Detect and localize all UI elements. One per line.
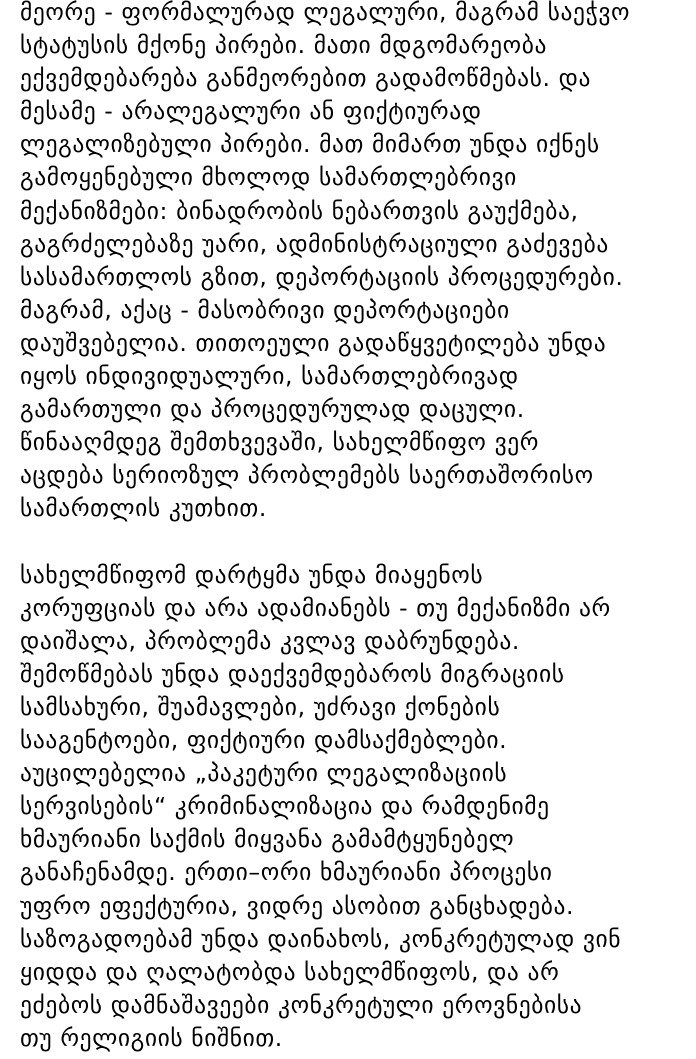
text-line: ლეგალიზებული პირები. მათ მიმართ უნდა იქნეს (20, 130, 600, 159)
text-line: ხმაურიანი საქმის მიყვანა გამამტყუნებელ (20, 825, 515, 854)
text-line: სასამართლოს გზით, დეპორტაციის პროცედურები. (20, 262, 624, 291)
text-line: სააგენტოები, ფიქტიური დამსაქმებლები. (20, 726, 508, 755)
text-line: წინააღმდეგ შემთხვევაში, სახელმწიფო ვერ (20, 428, 540, 457)
article-body (20, 0, 686, 1055)
paragraph-1 (20, 0, 686, 526)
text-line: დაუშვებელია. თითოეული გადაწყვეტილება უნდა (20, 328, 607, 357)
text-line: სამართლის კუთხით. (20, 494, 267, 523)
text-line: გამართული და პროცედურულად დაცული. (20, 395, 525, 424)
text-line: ყიდდა და ღალატობდა სახელმწიფოს, და არ (20, 957, 560, 986)
text-line: გაგრძელებაზე უარი, ადმინისტრაციული გაძევება (20, 229, 609, 258)
text-line: სერვისების“ კრიმინალიზაცია და რამდენიმე (20, 792, 550, 821)
text-line: აუცილებელია „პაკეტური ლეგალიზაციის (20, 759, 508, 788)
text-line: მესამე - არალეგალური ან ფიქტიურად (20, 97, 482, 126)
text-line: ეძებოს დამნაშავეები კონკრეტული ეროვნებისა (20, 990, 583, 1019)
paragraph-2 (20, 559, 686, 1055)
text-line: გამოყენებული მხოლოდ სამართლებრივი (20, 163, 517, 192)
text-line: იყოს ინდივიდუალური, სამართლებრივად (20, 362, 519, 391)
text-line: მაგრამ, აქაც - მასობრივი დეპორტაციები (20, 295, 510, 324)
text-line: უფრო ეფექტურია, ვიდრე ასობით განცხადება. (20, 891, 575, 920)
text-line: სახელმწიფომ დარტყმა უნდა მიაყენოს (20, 560, 484, 589)
text-line: სამსახური, შუამავლები, უძრავი ქონების (20, 692, 501, 721)
text-line: აცდება სერიოზულ პრობლემებს საერთაშორისო (20, 461, 594, 490)
text-line: შემოწმებას უნდა დაექვემდებაროს მიგრაციის (20, 659, 565, 688)
text-line: თუ რელიგიის ნიშნით. (20, 1023, 283, 1052)
text-line: სტატუსის მქონე პირები. მათი მდგომარეობა (20, 31, 548, 60)
text-line: მექანიზმები: ბინადრობის ნებართვის გაუქმება, (20, 196, 579, 225)
text-line: განაჩენამდე. ერთი–ორი ხმაურიანი პროცესი (20, 858, 553, 887)
text-line: მეორე - ფორმალურად ლეგალური, მაგრამ საეჭვო (20, 0, 631, 26)
text-line: ექვემდებარება განმეორებით გადამოწმებას. და (20, 64, 592, 93)
text-line: საზოგადოებამ უნდა დაინახოს, კონკრეტულად ვინ (20, 924, 622, 953)
text-line: დაიშალა, პრობლემა კვლავ დაბრუნდება. (20, 626, 521, 655)
paragraph-spacer (20, 526, 686, 559)
text-line: კორუფციას და არა ადამიანებს - თუ მექანიზმი არ (20, 593, 611, 622)
